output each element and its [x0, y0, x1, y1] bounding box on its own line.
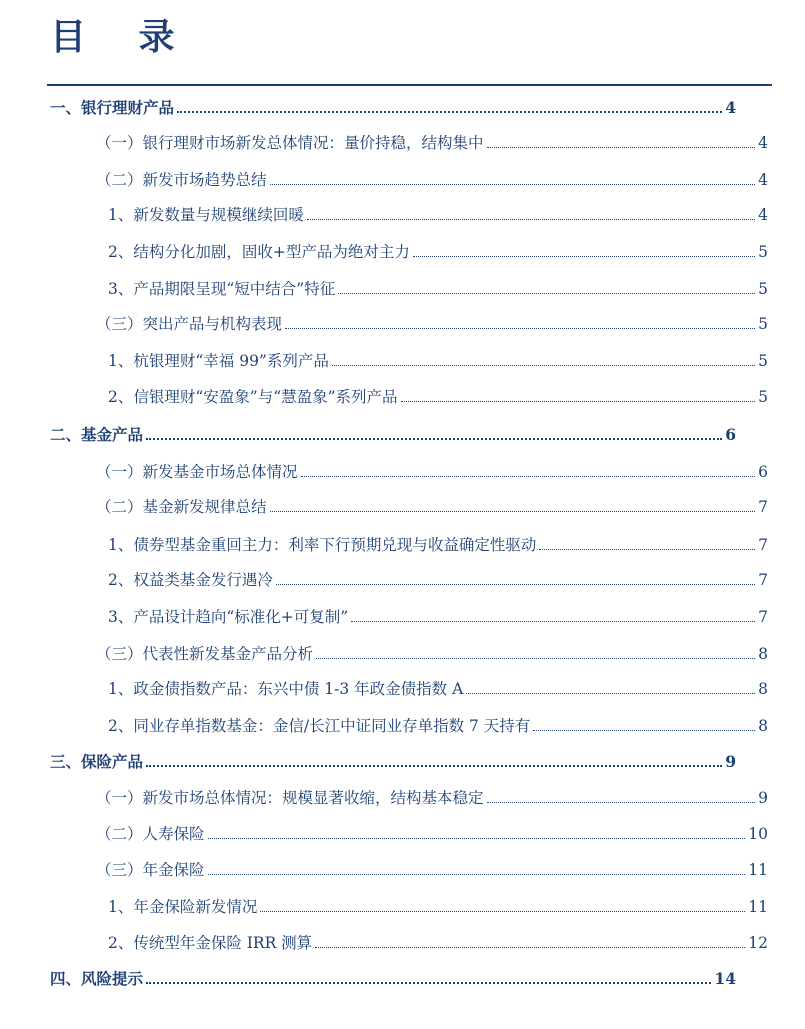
dot-leader [307, 219, 755, 220]
page-title: 目 录 [50, 16, 195, 58]
toc-entry-title: 1、杭银理财“幸福 99”系列产品 [108, 352, 329, 370]
dot-leader [260, 911, 745, 912]
toc-entry[interactable] [108, 568, 768, 590]
toc-entry-title: 2、权益类基金发行遇冷 [108, 571, 273, 589]
toc-entry-title: 1、债券型基金重回主力：利率下行预期兑现与收益确定性驱动 [108, 536, 537, 554]
toc-page-number: 10 [748, 825, 768, 843]
dot-leader [316, 658, 755, 659]
toc-entry-title: （三）代表性新发基金产品分析 [96, 645, 314, 663]
toc-page-number: 8 [758, 645, 768, 663]
dot-leader [539, 549, 755, 550]
dot-leader [466, 693, 755, 694]
dot-leader [270, 511, 756, 512]
dot-leader [351, 621, 755, 622]
toc-page-number: 4 [758, 206, 768, 224]
toc-entry-title: 3、产品设计趋向“标准化+可复制” [108, 608, 349, 626]
toc-chapter-entry[interactable] [50, 96, 736, 118]
toc-entry[interactable] [96, 312, 768, 334]
dot-leader [208, 838, 746, 839]
toc-entry[interactable] [108, 385, 768, 407]
toc-entry[interactable] [96, 495, 768, 517]
dot-leader [146, 765, 722, 767]
dot-leader [401, 401, 756, 402]
toc-chapter-entry[interactable] [50, 423, 736, 445]
toc-page-number: 9 [725, 752, 736, 771]
toc-entry[interactable] [96, 131, 768, 153]
toc-entry[interactable] [108, 677, 768, 699]
toc-entry[interactable] [108, 277, 768, 299]
toc-entry-title: 2、结构分化加剧，固收+型产品为绝对主力 [108, 243, 410, 261]
toc-page-number: 12 [748, 934, 768, 952]
toc-entry[interactable] [96, 822, 768, 844]
dot-leader [146, 438, 722, 440]
dot-leader [413, 256, 755, 257]
toc-entry[interactable] [96, 460, 768, 482]
toc-chapter-entry[interactable] [50, 750, 736, 772]
title-rule [47, 84, 772, 86]
toc-page-number: 5 [758, 280, 768, 298]
dot-leader [533, 730, 755, 731]
toc-page-number: 5 [758, 243, 768, 261]
toc-entry-title: 2、传统型年金保险 IRR 测算 [108, 934, 313, 952]
toc-entry-title: 一、银行理财产品 [50, 98, 175, 117]
toc-page-number: 7 [758, 536, 768, 554]
toc-entry-title: 2、信银理财“安盈象”与“慧盈象”系列产品 [108, 388, 398, 406]
toc-entry[interactable] [108, 714, 768, 736]
dot-leader [146, 982, 711, 984]
dot-leader [285, 328, 755, 329]
toc-page-number: 5 [758, 352, 768, 370]
toc-entry[interactable] [108, 349, 768, 371]
toc-chapter-entry[interactable] [50, 967, 736, 989]
toc-page-number: 11 [748, 861, 768, 879]
toc-entry-title: 四、风险提示 [50, 969, 144, 988]
toc-entry-title: （一）新发市场总体情况：规模显著收缩，结构基本稳定 [96, 789, 484, 807]
toc-entry-title: 1、新发数量与规模继续回暖 [108, 206, 304, 224]
toc-entry-title: （二）新发市场趋势总结 [96, 171, 267, 189]
dot-leader [301, 476, 756, 477]
toc-page-number: 6 [758, 463, 768, 481]
toc-entry[interactable] [108, 533, 768, 555]
dot-leader [276, 584, 755, 585]
dot-leader [208, 874, 746, 875]
toc-entry-title: （二）人寿保险 [96, 825, 205, 843]
toc-page-number: 14 [714, 969, 736, 988]
toc-entry[interactable] [96, 786, 768, 808]
dot-leader [315, 947, 745, 948]
toc-page-number: 5 [758, 315, 768, 333]
toc-page-number: 6 [725, 425, 736, 444]
toc-page-number: 7 [758, 571, 768, 589]
toc-entry[interactable] [108, 931, 768, 953]
dot-leader [332, 365, 755, 366]
toc-page-number: 8 [758, 680, 768, 698]
toc-entry-title: （一）新发基金市场总体情况 [96, 463, 298, 481]
toc-page-number: 11 [748, 898, 768, 916]
toc-entry[interactable] [96, 642, 768, 664]
toc-entry-title: 2、同业存单指数基金：金信/长江中证同业存单指数 7 天持有 [108, 717, 531, 735]
toc-entry[interactable] [96, 858, 768, 880]
toc-entry-title: 1、政金债指数产品：东兴中债 1-3 年政金债指数 A [108, 680, 464, 698]
dot-leader [338, 293, 755, 294]
toc-entry[interactable] [108, 605, 768, 627]
dot-leader [177, 111, 722, 113]
toc-entry[interactable] [108, 240, 768, 262]
toc-page-number: 4 [758, 134, 768, 152]
toc-page-number: 7 [758, 608, 768, 626]
toc-entry[interactable] [108, 895, 768, 917]
toc-page-number: 9 [758, 789, 768, 807]
toc-entry-title: 1、年金保险新发情况 [108, 898, 258, 916]
toc-entry-title: 二、基金产品 [50, 425, 144, 444]
toc-entry-title: 3、产品期限呈现“短中结合”特征 [108, 280, 336, 298]
toc-page-number: 8 [758, 717, 768, 735]
toc-page-number: 7 [758, 498, 768, 516]
toc-entry[interactable] [108, 203, 768, 225]
toc-page-number: 4 [758, 171, 768, 189]
dot-leader [487, 802, 756, 803]
toc-page-number: 4 [725, 98, 736, 117]
toc-entry-title: （三）突出产品与机构表现 [96, 315, 283, 333]
dot-leader [270, 184, 756, 185]
toc-entry[interactable] [96, 168, 768, 190]
toc-entry-title: （一）银行理财市场新发总体情况：量价持稳，结构集中 [96, 134, 484, 152]
dot-leader [487, 147, 756, 148]
toc-entry-title: （二）基金新发规律总结 [96, 498, 267, 516]
toc-page-number: 5 [758, 388, 768, 406]
toc-entry-title: （三）年金保险 [96, 861, 205, 879]
toc-entry-title: 三、保险产品 [50, 752, 144, 771]
